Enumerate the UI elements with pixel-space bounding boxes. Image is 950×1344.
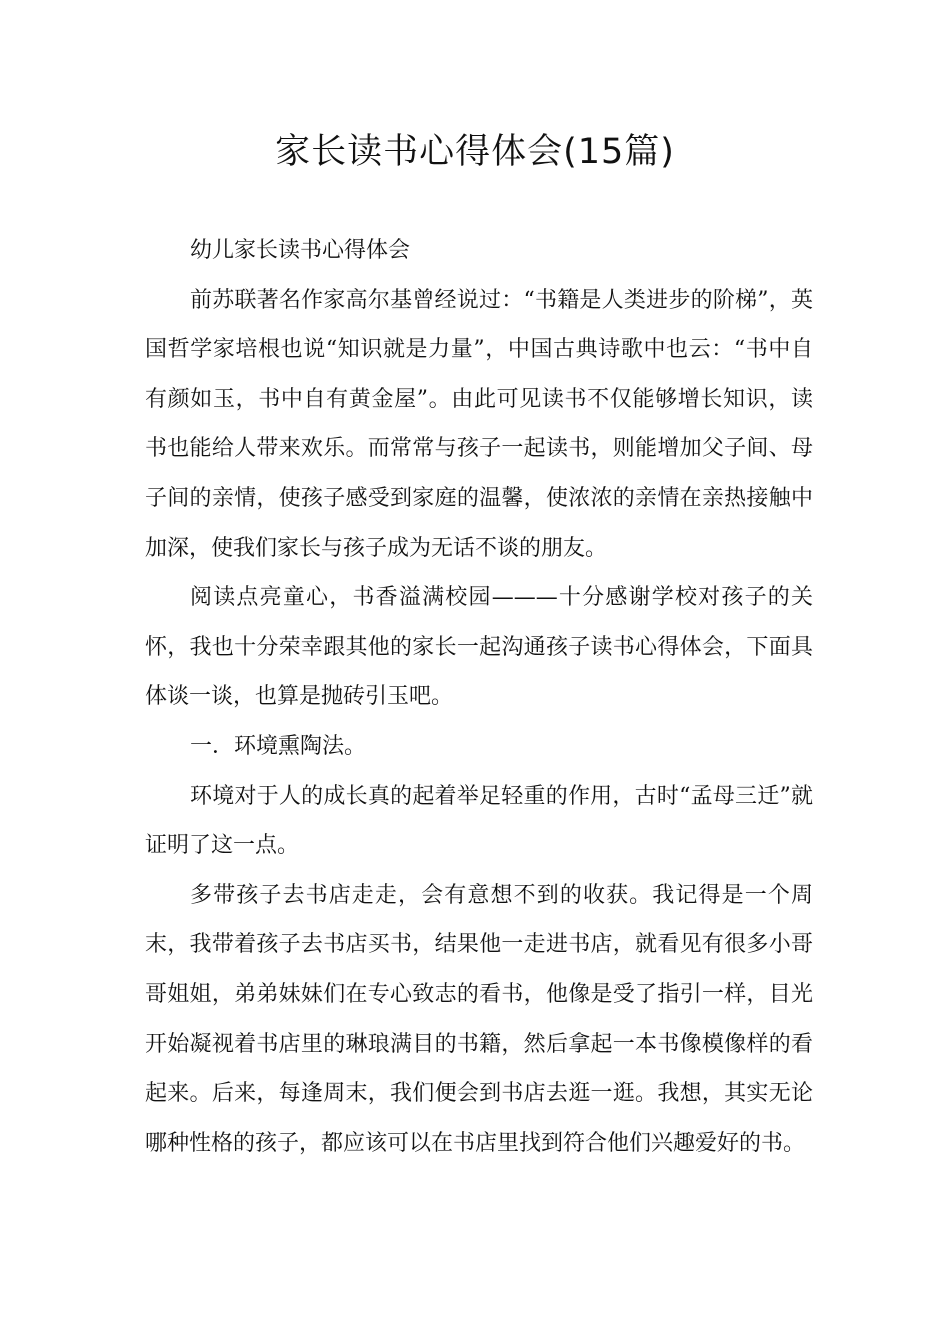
- paragraph-bookstore-visits: 多带孩子去书店走走，会有意想不到的收获。我记得是一个周末，我带着孩子去书店买书，结果他一走进书店，就看见有很多小哥哥姐姐，弟弟妹妹们在专心致志的看书，他像是受了指引一样，目光开始凝视着书店里的琳琅满目的书籍，然后拿起一本书像模像样的看起来。后来，每逢周末，我们便会到书店去逛一逛。我想，其实无论哪种性格的孩子，都应该可以在书店里找到符合他们兴趣爱好的书。: [145, 882, 813, 1156]
- paragraph-school-thanks: 阅读点亮童心，书香溢满校园———十分感谢学校对孩子的关怀，我也十分荣幸跟其他的家长一起沟通孩子读书心得体会，下面具体谈一谈，也算是抛砖引玉吧。: [145, 585, 813, 710]
- document-body: [145, 226, 813, 1168]
- section-heading-kindergarten-parent: 幼儿家长读书心得体会: [190, 238, 411, 263]
- paragraph-reading-quotes: 前苏联著名作家高尔基曾经说过：“书籍是人类进步的阶梯”，英国哲学家培根也说“知识就是力量”，中国古典诗歌中也云：“书中自有颜如玉，书中自有黄金屋”。由此可见读书不仅能够增长知识，读书也能给人带来欢乐。而常常与孩子一起读书，则能增加父子间、母子间的亲情，使孩子感受到家庭的温馨，使浓浓的亲情在亲热接触中加深，使我们家长与孩子成为无话不谈的朋友。: [145, 287, 813, 561]
- subheading-environment-method: 一．环境熏陶法。: [190, 733, 367, 759]
- paragraph-environment-importance: 环境对于人的成长真的起着举足轻重的作用，古时“孟母三迁”就证明了这一点。: [145, 783, 813, 859]
- document-title: 家长读书心得体会(15篇): [275, 132, 675, 172]
